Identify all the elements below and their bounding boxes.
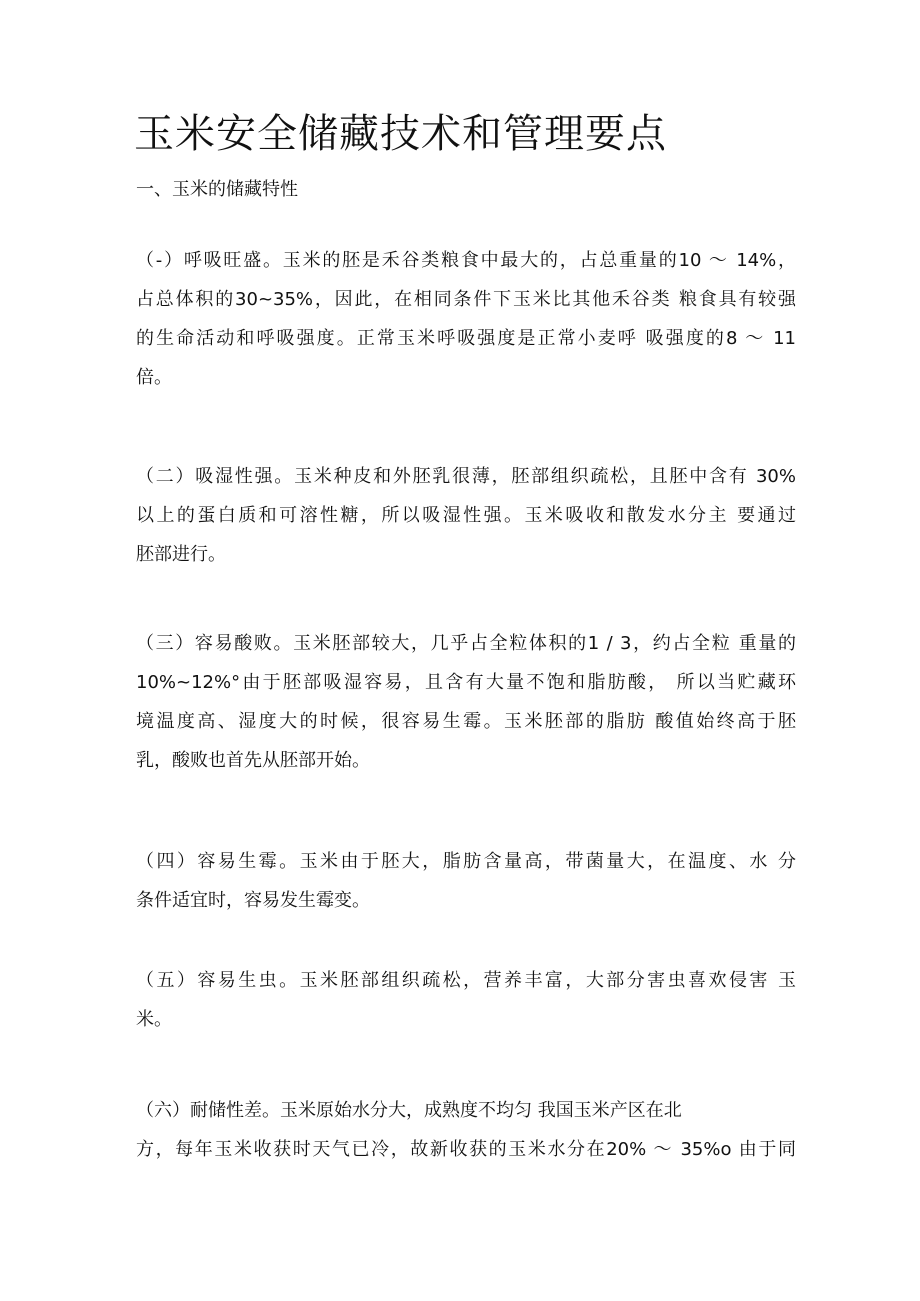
paragraph-line: （三）容易酸败。玉米胚部较大，几乎占全粒体积的1 / 3，约占全粒 重量的 (136, 633, 796, 654)
paragraph-mold (136, 842, 796, 920)
paragraph-rancidity (136, 624, 796, 780)
paragraph-line: 占总体积的30~35%，因此，在相同条件下玉米比其他禾谷类 粮食具有较强 (136, 289, 796, 310)
paragraph-hygroscopic (136, 457, 796, 574)
paragraph-line: 10%~12%°由于胚部吸湿容易，且含有大量不饱和脂肪酸， 所以当贮藏环 (136, 672, 796, 693)
paragraph-line: （六）耐储性差。玉米原始水分大，成熟度不均匀 我国玉米产区在北 (136, 1100, 682, 1121)
paragraph-line: 方，每年玉米收获时天气已冷，故新收获的玉米水分在20% ～ 35%o 由于同 (136, 1139, 796, 1160)
paragraph-line: 的生命活动和呼吸强度。正常玉米呼吸强度是正常小麦呼 吸强度的8 ～ 11 (136, 328, 796, 349)
paragraph-line: 倍。 (136, 367, 172, 388)
document-title: 玉米安全储藏技术和管理要点 (134, 111, 667, 157)
paragraph-line: 以上的蛋白质和可溶性糖，所以吸湿性强。玉米吸收和散发水分主 要通过 (136, 505, 796, 526)
paragraph-line: 条件适宜时，容易发生霉变。 (136, 890, 370, 911)
paragraph-line: （-）呼吸旺盛。玉米的胚是禾谷类粮食中最大的，占总重量的10 ～ 14%， (136, 250, 796, 271)
paragraph-line: 胚部进行。 (136, 544, 226, 565)
paragraph-line: 境温度高、湿度大的时候，很容易生霉。玉米胚部的脂肪 酸值始终高于胚 (136, 711, 796, 732)
paragraph-line: （四）容易生霉。玉米由于胚大，脂肪含量高，带菌量大，在温度、水 分 (136, 851, 796, 872)
paragraph-storage-life (136, 1091, 796, 1169)
paragraph-insects (136, 961, 796, 1039)
paragraph-line: （五）容易生虫。玉米胚部组织疏松，营养丰富，大部分害虫喜欢侵害 玉 (136, 970, 796, 991)
paragraph-respiration (136, 241, 796, 397)
paragraph-line: 乳，酸败也首先从胚部开始。 (136, 750, 370, 771)
paragraph-line: 米。 (136, 1009, 172, 1030)
section-heading: 一、玉米的储藏特性 (136, 179, 298, 200)
paragraph-line: （二）吸湿性强。玉米种皮和外胚乳很薄，胚部组织疏松，且胚中含有 30% (136, 466, 796, 487)
